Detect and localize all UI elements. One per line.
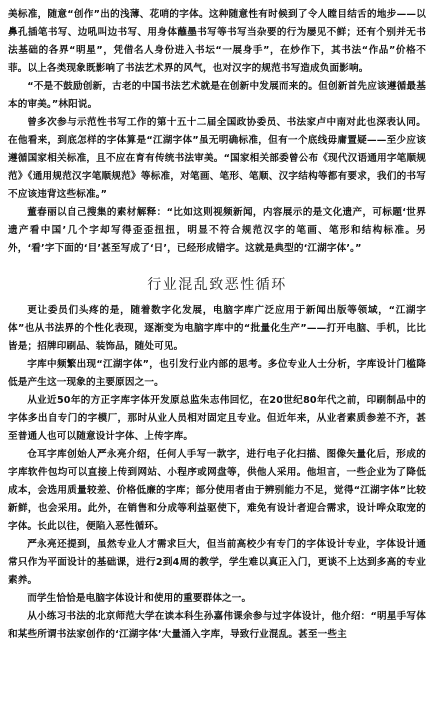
paragraph: 字库中频繁出现“江湖字体”，也引发行业内部的思考。多位专业人士分析，字库设计门槛降低是产生这一现象的主要原因之一。 <box>8 359 426 388</box>
paragraph: 董春丽以自己搜集的素材解释：“比如这则视频新闻，内容展示的是文化遗产，可标题‘世界遗产看中国’几个字却写得歪歪扭扭，明显不符合规范汉字的笔画、笔形和结构标准。另外，‘看’字下面的‘目’甚至写成了‘日’，已经形成错字。这就是典型的‘江湖字体’。” <box>8 207 426 254</box>
paragraph: 而学生恰恰是电脑字体设计和使用的重要群体之一。 <box>27 593 252 604</box>
article-section-1 <box>8 6 426 258</box>
paragraph: 更让委员们头疼的是，随着数字化发展，电脑字库广泛应用于新闻出版等领域，“江湖字体”也从书法界的个性化表现，逐渐变为电脑字库中的“批量化生产”——打开电脑、手机，比比皆是；招牌印刷品、装饰品，随处可见。 <box>8 305 426 352</box>
paragraph: “不是不鼓励创新，古老的中国书法艺术就是在创新中发展而来的。但创新首先应该遵循最基本的审美。”林阳说。 <box>8 81 426 110</box>
paragraph: 曾多次参与示范性书写工作的第十五十二届全国政协委员、书法家卢中南对此也深表认同。在他看来，到底怎样的字体算是“江湖字体”虽无明确标准，但有一个底线毋庸置疑——至少应该遵循国家相关标准，且不应在育有传统书法审美。“国家相关部委曾公布《现代汉语通用字笔顺规范》《通用规范汉字笔顺规范》等标准，对笔画、笔形、笔顺、汉字结构等都有要求，我们的书写不应该违背这些标准。” <box>8 117 426 200</box>
article-section-2 <box>8 302 426 644</box>
section-heading: 行业混乱致恶性循环 <box>147 277 287 293</box>
paragraph: 严永亮还提到，虽然专业人才需求巨大，但当前高校少有专门的字体设计专业，字体设计通常只作为平面设计的基础课，进行2到4周的教学，学生难以真正入门，更谈不上达到多高的专业素养。 <box>8 539 426 586</box>
paragraph: 仓耳字库创始人严永亮介绍，任何人手写一款字，进行电子化扫描、图像矢量化后，形成的字库软件包均可以直接上传到网站、小程序或网盘等，供他人采用。他坦言，一些企业为了降低成本，会选用质量较差、价格低廉的字库；部分使用者由于辨别能力不足，觉得“江湖字体”比较新鲜，也会采用。此外，在销售和分成等利益驱使下，难免有设计者迎合需求，设计哗众取宠的字体。长此以往，便陷入恶性循环。 <box>8 449 426 532</box>
paragraph: 从业近50年的方正字库字体开发原总监朱志伟回忆，在20世纪80年代之前，印刷制品中的字体多出自专门的字模厂，那时从业人员相对固定且专业。但近年来，从业者素质参差不齐，甚至普通人也可以随意设计字体、上传字库。 <box>8 395 426 442</box>
paragraph: 美标准，随意“创作”出的浅薄、花哨的字体。这种随意性有时候到了令人瞠目结舌的地步——以鼻孔插笔书写、边吼叫边书写、用身体蘸墨书写等书写当杂要的行为屡见不鲜；还有个别并无书法基础的各界“明星”，凭借名人身份进入书坛“一展身手”，在炒作下，其书法“作品”价格不菲。以上各类现象既影响了书法艺术界的风气，也对汉字的规范书写造成负面影响。 <box>8 9 426 74</box>
paragraph: 从小练习书法的北京师范大学在读本科生孙嘉伟课余参与过字体设计，他介绍：“明星手写体和某些所谓书法家创作的‘江湖字体’大量涌入字库，导致行业混乱。甚至一些主 <box>8 611 426 640</box>
